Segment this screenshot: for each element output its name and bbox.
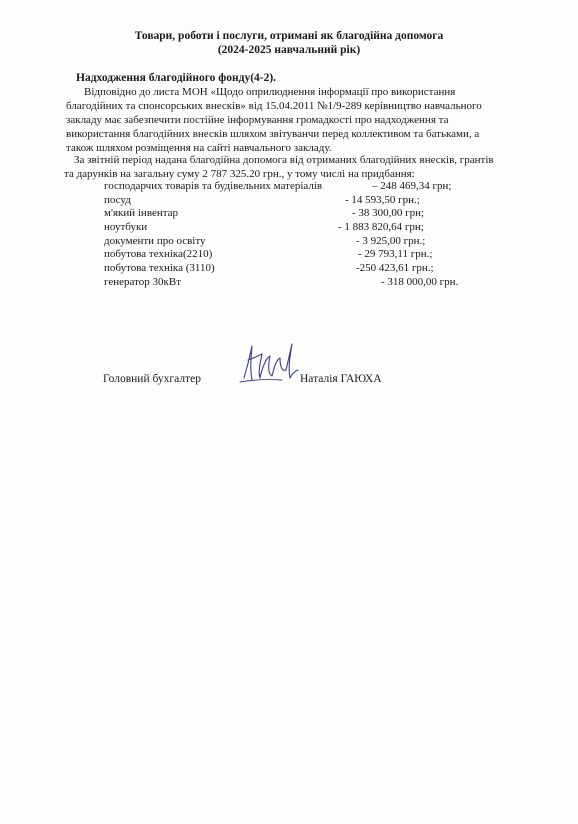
document-title <box>0 29 578 57</box>
item-amount: - 3 925,00 грн.; <box>356 234 426 247</box>
intro-line: Відповідно до листа МОН «Щодо оприлюднення інформації про використання <box>84 86 456 98</box>
list-item <box>104 235 504 249</box>
item-amount: - 318 000,00 грн. <box>381 275 459 288</box>
report-paragraph <box>64 153 544 181</box>
report-line: та дарунків на загальну суму 2 787 325.20 грн., у тому числі на придбання: <box>64 168 415 180</box>
list-item <box>104 207 504 221</box>
report-line: За звітній період надана благодійна допомога від отриманих благодійних внесків, грантів <box>74 154 494 166</box>
item-name: ноутбуки <box>104 221 148 234</box>
signer-name: Наталія ГАЮХА <box>300 373 382 385</box>
item-amount: -250 423,61 грн.; <box>356 262 434 275</box>
list-item <box>104 194 504 208</box>
item-name: посуд <box>104 193 131 206</box>
item-name: побутова техніка(2210) <box>104 248 213 261</box>
expense-list <box>104 180 504 290</box>
item-name: генератор 30кВт <box>104 275 182 288</box>
item-name: м'який інвентар <box>104 207 179 220</box>
intro-line: благодійних та спонсорських внесків» від 15.04.2011 №1/9-289 керівництво навчального <box>66 100 482 112</box>
signer-role: Головний бухгалтер <box>103 373 201 385</box>
item-name: документи про освіту <box>104 234 206 247</box>
list-item <box>104 180 504 194</box>
item-name: господарчих товарів та будівельних матеріалів <box>104 180 323 192</box>
title-line-1: Товари, роботи і послуги, отримані як благодійна допомога <box>134 30 444 42</box>
intro-line: також шляхом розміщення на сайті навчального закладу. <box>66 142 332 154</box>
title-line-2: (2024-2025 навчальний рік) <box>217 44 361 56</box>
intro-line: використання благодійних внесків шляхом звітуванчи перед коллективом та батьками, а <box>66 128 480 140</box>
intro-paragraph <box>66 85 546 155</box>
list-item <box>104 221 504 235</box>
list-item <box>104 276 504 290</box>
section-heading: Надходження благодійного фонду(4-2). <box>76 72 277 84</box>
handwritten-signature <box>238 338 300 388</box>
intro-line: закладу має забезпечити постійне інформування громадкості про надходження та <box>66 114 449 126</box>
item-name: побутова техніка (3110) <box>104 262 215 275</box>
list-item <box>104 262 504 276</box>
item-amount: - 29 793,11 грн.; <box>358 248 433 261</box>
list-item <box>104 248 504 262</box>
item-amount: - 38 300,00 грн; <box>352 207 425 220</box>
item-amount: – 248 469,34 грн; <box>372 180 452 192</box>
item-amount: - 1 883 820,64 грн; <box>338 221 424 234</box>
item-amount: - 14 593,50 грн.; <box>345 193 420 206</box>
